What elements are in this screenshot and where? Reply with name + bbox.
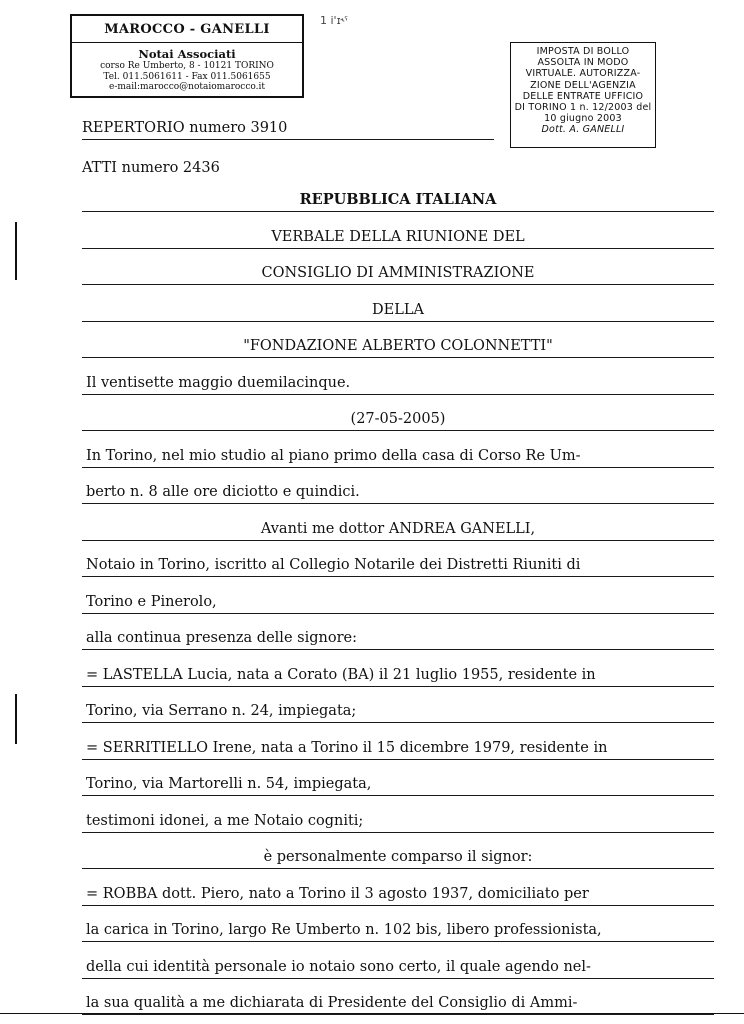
notary-stamp-address: corso Re Umberto, 8 - 10121 TORINO: [100, 61, 274, 71]
document-line-text: DELLA: [372, 301, 424, 318]
document-line: [0, 519, 744, 541]
document-line: [0, 811, 744, 833]
line-rule: [82, 613, 714, 614]
document-line: [0, 336, 744, 358]
document-line-text: Torino, via Serrano n. 24, impiegata;: [86, 703, 357, 719]
repertorio-number: REPERTORIO numero 3910: [82, 120, 288, 136]
document-line: [0, 482, 744, 504]
document-line-text: Torino, via Martorelli n. 54, impiegata,: [86, 776, 372, 792]
document-line-text: testimoni idonei, a me Notaio cogniti;: [86, 812, 364, 829]
line-rule: [82, 467, 714, 468]
document-line: [0, 373, 744, 395]
document-line: [0, 227, 744, 249]
document-line-text: = SERRITIELLO Irene, nata a Torino il 15 dicembre 1979, residente in: [86, 739, 608, 756]
margin-bar: [15, 694, 17, 744]
line-rule: [82, 248, 714, 249]
line-rule: [82, 795, 714, 796]
tax-stamp-line: Dott. A. GANELLI: [541, 124, 625, 136]
atti-number: ATTI numero 2436: [82, 160, 220, 176]
notary-stamp-subtitle: Notai Associati: [138, 47, 236, 61]
notary-stamp-email: e-mail:marocco@notaiomarocco.it: [109, 82, 265, 92]
document-line-text: (27-05-2005): [350, 411, 446, 427]
line-rule: [82, 941, 714, 942]
document-line-text: REPUBBLICA ITALIANA: [299, 191, 497, 208]
document-line-text: VERBALE DELLA RIUNIONE DEL: [271, 228, 525, 245]
tax-stamp-line: 10 giugno 2003: [544, 113, 622, 125]
tax-stamp-line: VIRTUALE. AUTORIZZA-: [525, 68, 641, 80]
document-line: [0, 592, 744, 614]
document-line-text: la carica in Torino, largo Re Umberto n. 102 bis, libero professionista,: [86, 922, 602, 938]
document-line-text: alla continua presenza delle signore:: [86, 630, 357, 646]
document-line-text: CONSIGLIO DI AMMINISTRAZIONE: [261, 265, 535, 281]
line-rule: [82, 394, 714, 395]
notary-stamp-name: MAROCCO - GANELLI: [104, 22, 270, 37]
document-line-text: Avanti me dottor ANDREA GANELLI,: [260, 520, 536, 537]
document-line-text: Il ventisette maggio duemilacinque.: [86, 374, 351, 391]
document-line: [0, 190, 744, 212]
repertorio-line: [0, 118, 744, 140]
document-line: [0, 446, 744, 468]
document-line-text: = LASTELLA Lucia, nata a Corato (BA) il 21 luglio 1955, residente in: [86, 666, 596, 683]
line-rule: [82, 905, 714, 906]
line-rule: [82, 540, 714, 541]
document-line: [0, 300, 744, 322]
document-line: [0, 847, 744, 869]
document-line-text: la sua qualità a me dichiarata di Presidente del Consiglio di Ammi-: [86, 995, 578, 1011]
document-line: [0, 774, 744, 796]
tax-stamp-line: IMPOSTA DI BOLLO: [536, 46, 630, 57]
document-line-text: Notaio in Torino, iscritto al Collegio Notarile dei Distretti Riuniti di: [86, 557, 581, 573]
document-line-text: Torino e Pinerolo,: [86, 593, 217, 610]
document-line: [0, 993, 744, 1015]
document-line-text: è personalmente comparso il signor:: [263, 849, 533, 865]
line-rule: [82, 139, 494, 140]
tax-stamp-line: ASSOLTA IN MODO: [537, 57, 629, 69]
document-line: [0, 409, 744, 431]
tax-stamp-line: DI TORINO 1 n. 12/2003 del: [514, 102, 652, 114]
line-rule: [82, 1014, 714, 1015]
document-line-text: = ROBBA dott. Piero, nato a Torino il 3 agosto 1937, domiciliato per: [86, 885, 589, 902]
line-rule: [82, 868, 714, 869]
document-line: [0, 884, 744, 906]
line-rule: [82, 321, 714, 322]
document-line: [0, 263, 744, 285]
document-line: [0, 738, 744, 760]
line-rule: [82, 649, 714, 650]
line-rule: [82, 430, 714, 431]
notary-stamp: [70, 14, 304, 98]
document-line: [0, 701, 744, 723]
document-line: [0, 555, 744, 577]
document-line: [0, 957, 744, 979]
margin-bar: [15, 222, 17, 280]
document-line-text: "FONDAZIONE ALBERTO COLONNETTI": [243, 338, 553, 354]
notary-stamp-divider: [72, 42, 302, 43]
line-rule: [82, 284, 714, 285]
tax-stamp-line: ZIONE DELL'AGENZIA: [530, 79, 636, 91]
line-rule: [82, 759, 714, 760]
document-line-text: In Torino, nel mio studio al piano primo della casa di Corso Re Um-: [86, 447, 581, 464]
line-rule: [82, 576, 714, 577]
line-rule: [82, 832, 714, 833]
document-line: [0, 920, 744, 942]
document-line: [0, 628, 744, 650]
document-line-text: della cui identità personale io notaio sono certo, il quale agendo nel-: [86, 958, 591, 975]
line-rule: [82, 503, 714, 504]
handwritten-mark: 1 i'ɪ˞ˁ: [320, 14, 349, 27]
line-rule: [82, 357, 714, 358]
document-line: [0, 665, 744, 687]
atti-line: [0, 158, 744, 180]
line-rule: [82, 686, 714, 687]
line-rule: [82, 978, 714, 979]
document-line-text: berto n. 8 alle ore diciotto e quindici.: [86, 484, 360, 500]
tax-stamp-line: DELLE ENTRATE UFFICIO: [522, 90, 644, 102]
page-bottom-rule: [0, 1013, 744, 1014]
line-rule: [82, 722, 714, 723]
line-rule: [82, 211, 714, 212]
notary-stamp-phone: Tel. 011.5061611 - Fax 011.5061655: [103, 71, 271, 82]
